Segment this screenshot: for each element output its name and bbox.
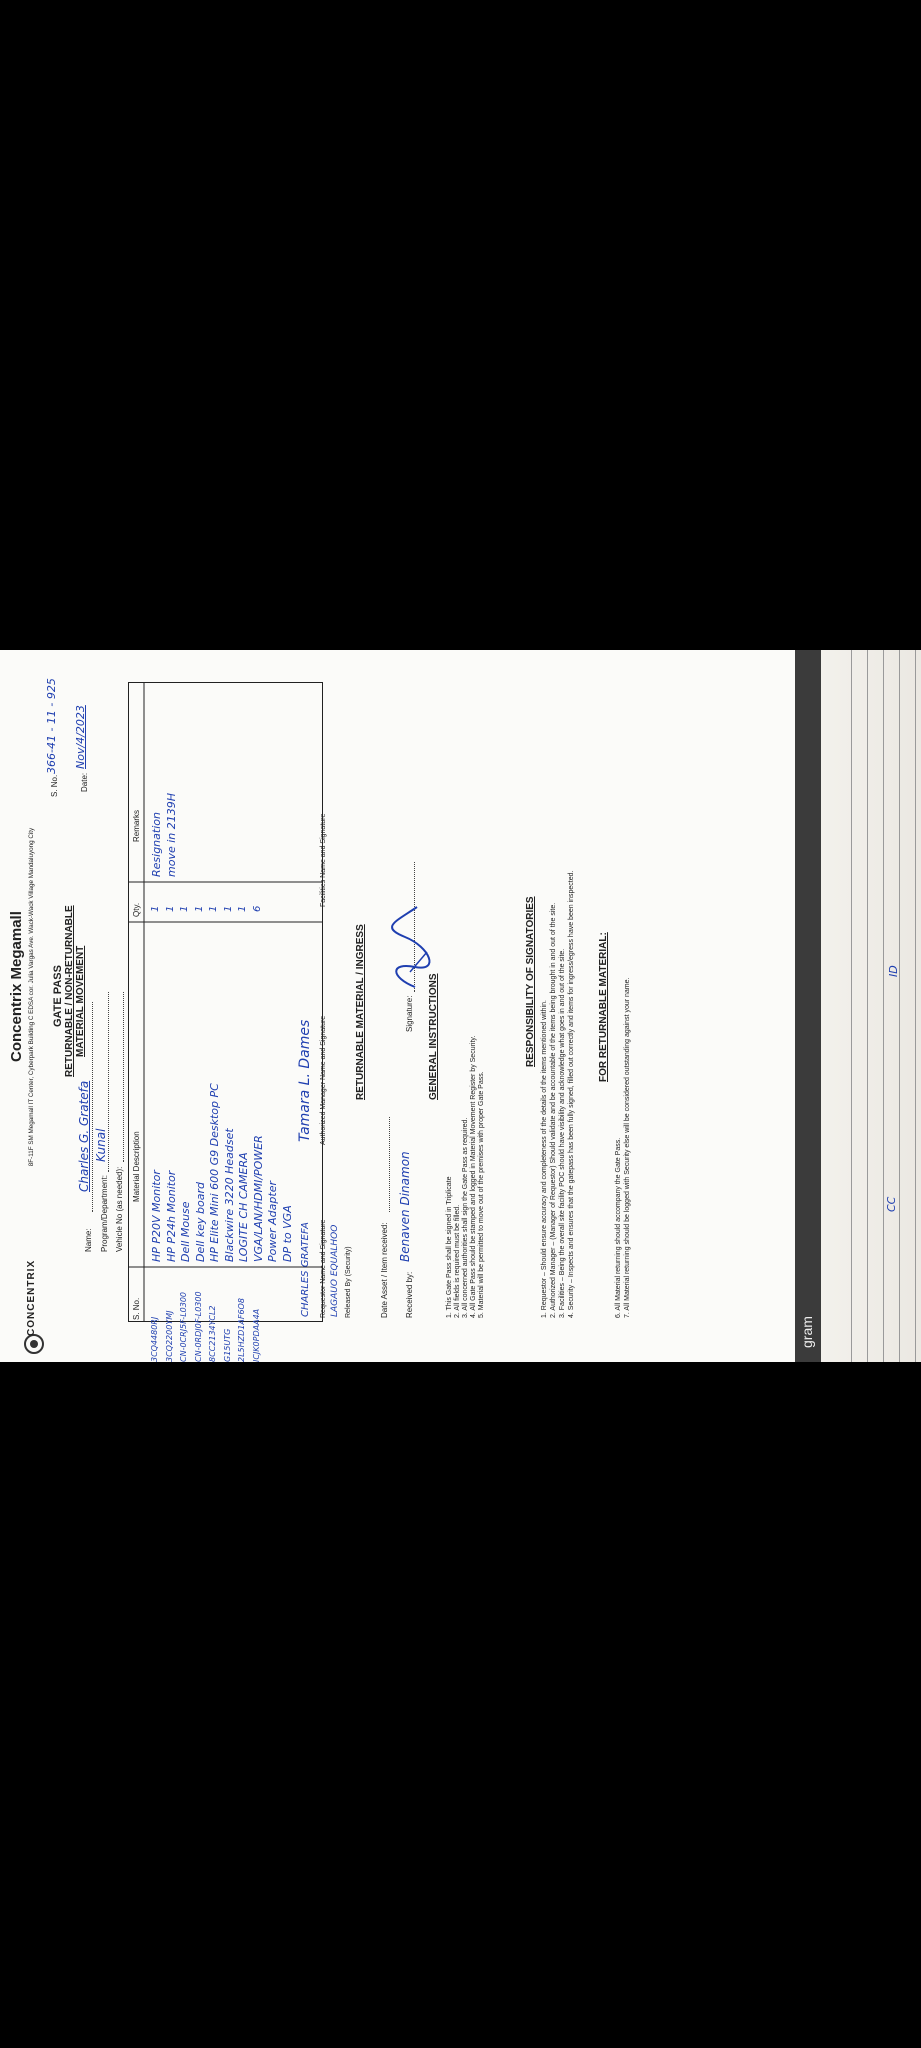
requestor-label: Requestor Name and Signature bbox=[320, 1219, 327, 1318]
facilities-label: Facilities Name and Signature bbox=[320, 813, 327, 907]
released-label: Released By (Security) bbox=[345, 1246, 352, 1318]
movement-type: RETURNABLE / NON-RETURNABLE bbox=[64, 905, 75, 1077]
table-cell-sno: CN-0CRJ5F-L0300 bbox=[179, 1291, 188, 1362]
name-value: Charles G. Gratefa bbox=[77, 1080, 91, 1192]
returnable-item: 6. All Material returning should accompany the Gate Pass. bbox=[615, 1137, 622, 1318]
table-cell-desc: Dell Mouse bbox=[179, 1201, 192, 1262]
date-label: Date: bbox=[80, 772, 89, 792]
responsibility-title: RESPONSIBILITY OF SIGNATORIES bbox=[525, 896, 536, 1067]
table-cell-sno: CN-0RDJ0F-L0300 bbox=[193, 1291, 203, 1362]
table-cell-qty: 6 bbox=[251, 905, 263, 912]
table-cell-sno: 3CQ2200YMJ bbox=[164, 1310, 174, 1362]
table-cell-qty: 1 bbox=[193, 905, 205, 912]
gate-pass-title: GATE PASS bbox=[52, 965, 64, 1027]
company-address: 8F-11F SM Megamall IT Center, Cyberpark Building C EDSA cor. Julia Vargas Ave. Wack-Wack Village Mandaluyong City bbox=[28, 827, 35, 1167]
table-cell-desc: Power Adapter bbox=[266, 1181, 279, 1262]
table-cell-qty: 1 bbox=[237, 905, 248, 912]
table-header-3: Remarks bbox=[132, 809, 141, 842]
released-value: LAGAUO EQUALHOO bbox=[330, 1224, 340, 1317]
signature-label: Signature: bbox=[405, 995, 414, 1032]
general-title: GENERAL INSTRUCTIONS bbox=[428, 973, 439, 1100]
movement-subtitle: MATERIAL MOVEMENT bbox=[75, 945, 86, 1057]
strip-line bbox=[899, 650, 916, 1362]
table-cell-desc: DP to VGA bbox=[280, 1205, 294, 1262]
manager-label: Authorized Manager Name and Signature bbox=[320, 1015, 327, 1145]
vehicle-label: Vehicle No (as needed): bbox=[115, 1166, 124, 1252]
strip-mark-2: ID bbox=[887, 965, 900, 977]
table-cell-desc: VGA/LAN/HDMI/POWER bbox=[251, 1135, 265, 1262]
responsibility-item: 1. Requestor – Should ensure accuracy and completeness of the details of the items mentioned within. bbox=[541, 1000, 548, 1318]
general-item: 2. All fields is required must be filled. bbox=[454, 1204, 461, 1318]
table-cell-remark: Resignation bbox=[150, 812, 163, 877]
strip-mark-1: CC bbox=[885, 1196, 898, 1212]
table-cell-sno: 3CQ4480RJ bbox=[150, 1316, 159, 1362]
general-item: 3. All concerned authorities shall sign the Gate Pass as required. bbox=[462, 1117, 469, 1318]
table-cell-sno: G15UTG bbox=[222, 1328, 232, 1362]
table-cell-sno: 8CC2134YCL2 bbox=[208, 1305, 217, 1362]
table-cell-desc: Blackwire 3220 Headset bbox=[222, 1128, 236, 1262]
general-item: 4. All Gate Pass should be stamped and logged in Material Movement Register by Security. bbox=[470, 1035, 477, 1318]
table-cell-sno: ICJK0PDAA4A bbox=[251, 1308, 261, 1362]
program-value: Kunal bbox=[94, 1128, 108, 1162]
rotated-document bbox=[0, 650, 921, 1362]
manager-signature: Tamara L. Dames bbox=[297, 1019, 313, 1142]
logo-text: CONCENTRIX bbox=[26, 1259, 37, 1336]
table-cell-desc: HP Elite Mini 600 G9 Desktop PC bbox=[208, 1083, 221, 1262]
sno-label: S. No. bbox=[50, 774, 59, 797]
strip-line bbox=[851, 650, 868, 1362]
table-cell-qty: 1 bbox=[150, 905, 161, 912]
table-cell-qty: 1 bbox=[164, 905, 176, 912]
table-header-1: Material Description bbox=[132, 1131, 141, 1202]
responsibility-item: 2. Authorized Manager – (Manager of Requestor) Should validate and be accountable of the items being brought in and out of the site. bbox=[550, 902, 557, 1318]
returnable-title: FOR RETURNABLE MATERIAL: bbox=[598, 932, 609, 1082]
strip-line bbox=[867, 650, 884, 1362]
strip-line bbox=[883, 650, 900, 1362]
gate-pass-sheet bbox=[0, 650, 795, 1362]
table-header-2: Qty. bbox=[132, 902, 141, 917]
name-label: Name: bbox=[84, 1228, 93, 1252]
document-photo bbox=[0, 650, 921, 1362]
ingress-title: RETURNABLE MATERIAL / INGRESS bbox=[355, 924, 366, 1100]
requestor-value: CHARLES GRATEFA bbox=[300, 1222, 311, 1317]
sno-value: 366-41 - 11 - 925 bbox=[45, 678, 58, 774]
strip-title: gram bbox=[799, 1316, 815, 1348]
received-label: Received by: bbox=[405, 1271, 414, 1318]
responsibility-item: 3. Facilities – Being the overall site facility POC should have visibility and acknowledge what goes in and out of the site. bbox=[559, 948, 566, 1318]
general-item: 1. This Gate Pass shall be signed in Triplicate bbox=[446, 1176, 453, 1318]
general-item: 5. Material will be permitted to move out of the premises with proper Gate Pass. bbox=[478, 1071, 485, 1318]
returnable-item: 7. All Material returning should be logged with Security else will be considered outstanding against your name. bbox=[624, 977, 631, 1318]
responsibility-item: 4. Security – Inspects and ensures that the gatepass has been fully signed, filled out correctly and items for ingress/egress have been inspected. bbox=[568, 870, 575, 1318]
strip-line bbox=[835, 650, 852, 1362]
table-cell-qty: 1 bbox=[208, 905, 219, 912]
received-value: Benaven Dinamon bbox=[398, 1151, 412, 1262]
program-label: Program/Department: bbox=[100, 1175, 109, 1252]
company-name: Concentrix Megamall bbox=[8, 911, 25, 1062]
table-cell-desc: LOGITE CH CAMERA bbox=[237, 1152, 250, 1262]
date-value: Nov/4/2023 bbox=[74, 705, 87, 769]
table-cell-desc: HP P20V Monitor bbox=[150, 1170, 163, 1262]
ingress-date-label: Date Asset / Item received: bbox=[380, 1222, 389, 1318]
table-cell-sno: 2L5HZD1AF6O8 bbox=[237, 1298, 246, 1362]
side-sheet bbox=[795, 650, 921, 1362]
table-header-0: S. No. bbox=[132, 1297, 141, 1320]
table-cell-remark: move in 2139H bbox=[164, 792, 178, 877]
table-cell-qty: 1 bbox=[222, 905, 234, 912]
table-cell-qty: 1 bbox=[179, 905, 190, 912]
table-cell-desc: HP P24h Monitor bbox=[164, 1170, 178, 1262]
table-cell-desc: Dell key board bbox=[193, 1182, 207, 1262]
